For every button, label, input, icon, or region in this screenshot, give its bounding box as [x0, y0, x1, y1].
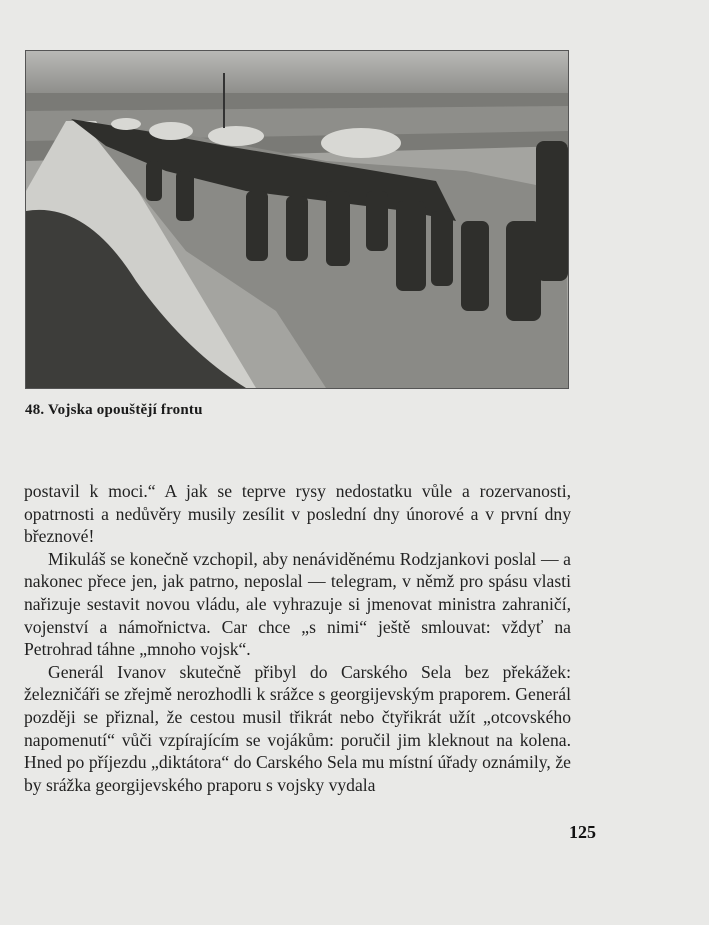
body-text	[24, 480, 571, 796]
soldiers-column-photo	[26, 51, 568, 388]
page-number: 125	[569, 822, 596, 842]
figure-caption: 48. Vojska opouštějí frontu	[25, 402, 203, 418]
paragraph: Generál Ivanov skutečně přibyl do Carského Sela bez překážek: železničáři se zřejmě nerozhodli k srážce s georgijevským praporem. Generál později se přiznal, že cestou musil třikrát nebo čtyřikrát užít „otcovského napomenutí“ vůči vzpírajícím se vojákům: poručil jim kleknout na kolena. Hned po příjezdu „diktátora“ do Carského Sela mu místní úřady oznámily, že by srážka georgijevského praporu s vojsky vydala	[24, 661, 571, 795]
paragraph: Mikuláš se konečně vzchopil, aby nenáviděnému Rodzjankovi poslal — a nakonec přece jen, jak patrno, neposlal — telegram, v němž pro spásu vlasti nařizuje sestavit novou vládu, ale vyhrazuje si jmenovat ministra zahraničí, vojenství a námořnictva. Car chce „s nimi“ ještě smlouvat: vždyť na Petrohrad táhne „mnoho vojsk“.	[24, 548, 571, 660]
figure-photo	[25, 50, 569, 389]
paragraph: postavil k moci.“ A jak se teprve rysy nedostatku vůle a rozervanosti, opatrnosti a nedůvěry musily zesílit v poslední dny únorové a v první dny březnové!	[24, 481, 571, 547]
